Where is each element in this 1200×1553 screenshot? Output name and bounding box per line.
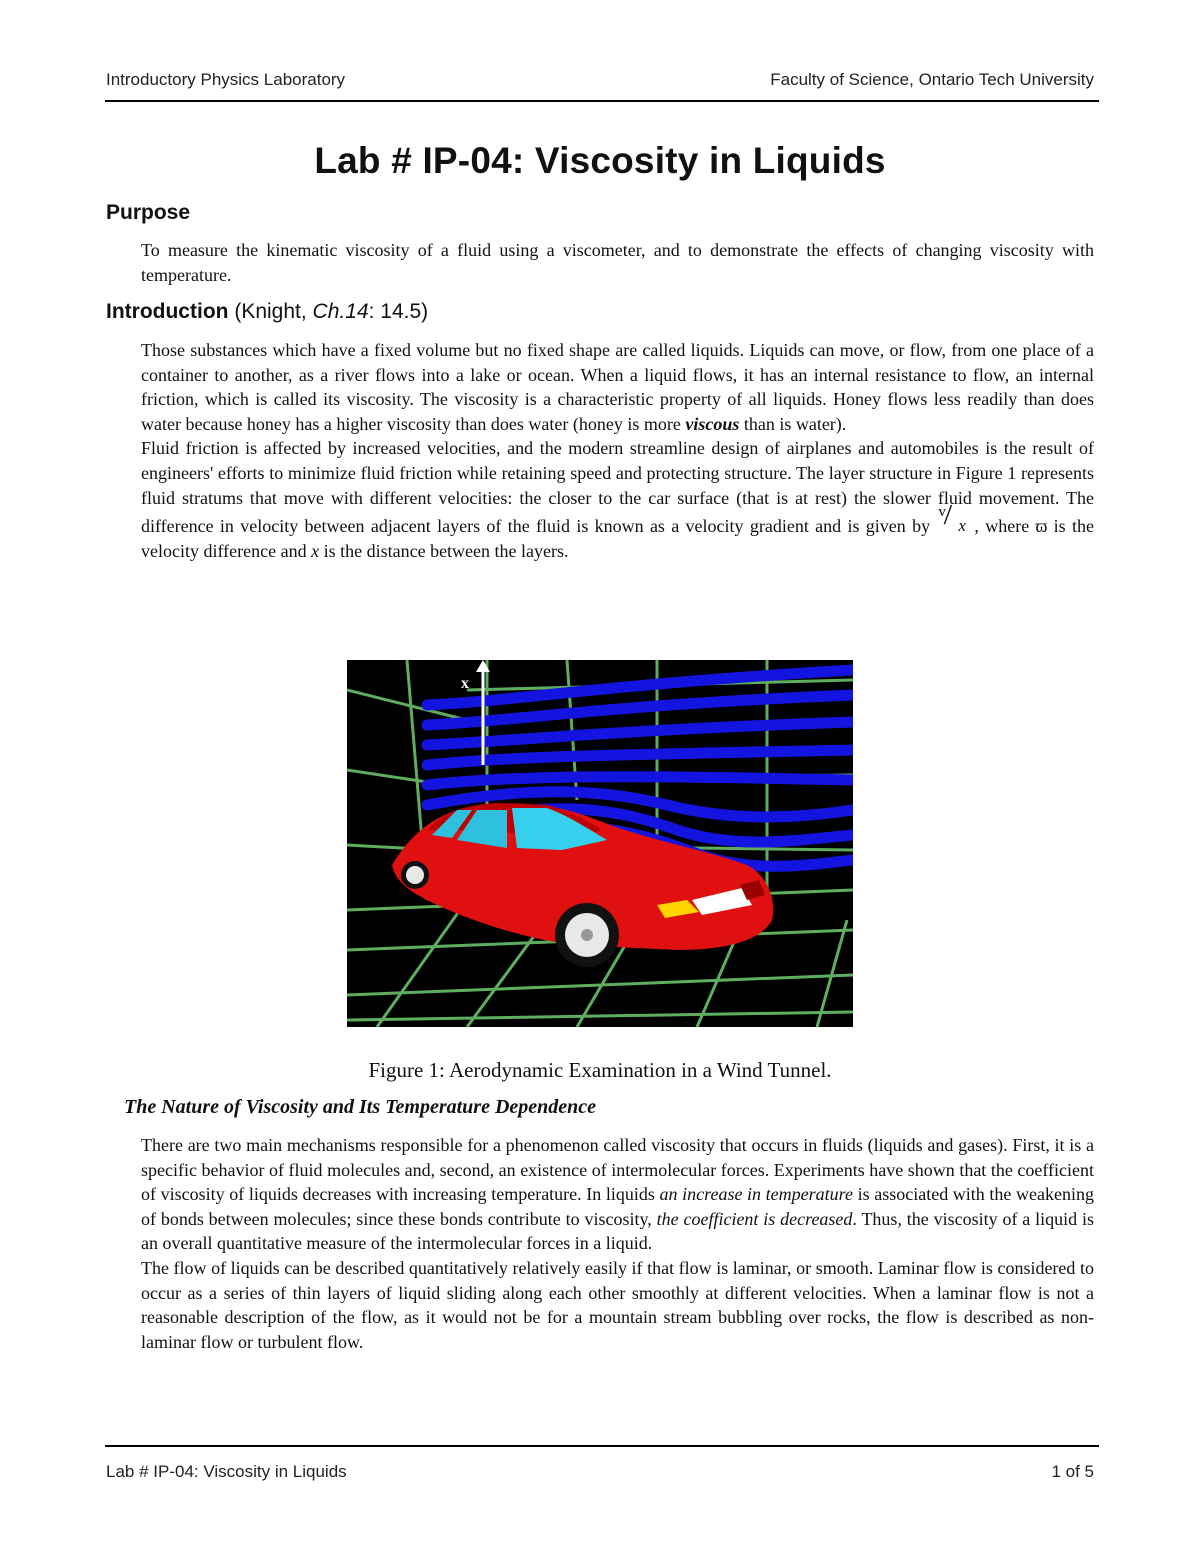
- ref-chapter: Ch.14: [312, 300, 369, 323]
- footer-divider: [105, 1445, 1099, 1447]
- intro-p2-c: is the velocity difference and: [141, 516, 1094, 561]
- distance-variable: x: [311, 540, 320, 561]
- intro-paragraph-1: [141, 338, 1094, 436]
- intro-p2-b: , where: [974, 516, 1036, 537]
- header-divider: [105, 100, 1099, 102]
- nature-text: [141, 1133, 1094, 1354]
- purpose-text: [141, 238, 1094, 287]
- page-header: [106, 70, 1094, 92]
- fraction-denominator: x: [958, 516, 966, 536]
- purpose-paragraph: To measure the kinematic viscosity of a fluid using a viscometer, and to demonstrate the effects of changing viscosity with temperature.: [141, 240, 1094, 285]
- introduction-heading-label: Introduction: [106, 300, 229, 323]
- introduction-text: [141, 338, 1094, 563]
- nature-paragraph-1: [141, 1133, 1094, 1256]
- purpose-heading: Purpose: [106, 201, 191, 224]
- nature-p1-emphasis-1: an increase in temperature: [659, 1184, 853, 1205]
- intro-p1-emphasis: viscous: [685, 413, 740, 434]
- velocity-difference-symbol: ϖ: [1035, 516, 1048, 537]
- axis-label: x: [461, 675, 469, 692]
- nature-p1-a: There are two main mechanisms responsible for a phenomenon called viscosity that occurs in fluids (liquids and gases). First, it is a specific behavior of fluid molecules and, second, an existence of intermolecular forces. Experiments have shown that the coefficient of viscosity of liquids decreases with increasing temperature. In liquids: [141, 1135, 1094, 1205]
- footer-left: Lab # IP-04: Viscosity in Liquids: [106, 1462, 347, 1481]
- header-left: Introductory Physics Laboratory: [106, 70, 346, 89]
- header-right: Faculty of Science, Ontario Tech University: [770, 70, 1094, 89]
- page-number: 1 of 5: [1051, 1462, 1094, 1481]
- page-title: Lab # IP-04: Viscosity in Liquids: [314, 140, 886, 181]
- nature-p1-b: is associated with the weakening of bonds between molecules; since these bonds contribute to viscosity,: [141, 1184, 1094, 1229]
- intro-p1-a: Those substances which have a fixed volume but no fixed shape are called liquids. Liquids can move, or flow, from one place of a container to another, as a river flows into a lake or ocean. When a liquid flows, it has an internal resistance to flow, an internal friction, which is called its viscosity. The viscosity is a characteristic property of all liquids. Honey flows less readily than does water because honey has a higher viscosity than does water (honey is more: [141, 340, 1094, 434]
- wind-tunnel-illustration: [347, 660, 853, 1027]
- nature-p1-emphasis-2: the coefficient is decreased: [656, 1208, 853, 1229]
- nature-paragraph-2: The flow of liquids can be described quantitatively relatively easily if that flow is laminar, or smooth. Laminar flow is considered to occur as a series of thin layers of liquid sliding along each other smoothly at different velocities. When a laminar flow is not a reasonable description of the flow, as it would not be for a mountain stream bubbling over rocks, the flow is described as non-laminar flow or turbulent flow.: [141, 1257, 1094, 1352]
- nature-p1-c: . Thus, the viscosity of a liquid is an overall quantitative measure of the intermolecular forces in a liquid.: [141, 1208, 1094, 1254]
- intro-paragraph-2: [141, 436, 1094, 563]
- ref-prefix: (Knight,: [234, 300, 313, 323]
- wind-tunnel-figure: [347, 660, 853, 1027]
- figure-caption: Figure 1: Aerodynamic Examination in a Wind Tunnel.: [368, 1058, 832, 1082]
- ref-suffix: : 14.5): [368, 300, 429, 323]
- fraction-numerator: v: [938, 504, 946, 521]
- intro-p2-a: Fluid friction is affected by increased velocities, and the modern streamline design of airplanes and automobiles is the result of engineers' efforts to minimize fluid friction while retaining speed and protecting structure. The layer structure in Figure 1 represents fluid stratums that move with different velocities: the closer to the car surface (that is at rest) the slower fluid movement. The difference in velocity between adjacent layers of the fluid is known as a velocity gradient and is given by: [141, 438, 1094, 537]
- intro-p1-b: than is water).: [739, 413, 847, 434]
- velocity-gradient-fraction: v / x: [936, 510, 974, 534]
- nature-heading: The Nature of Viscosity and Its Temperature Dependence: [124, 1096, 597, 1118]
- introduction-heading: [106, 300, 428, 324]
- page-footer: [106, 1462, 1094, 1482]
- introduction-reference: [234, 300, 428, 323]
- intro-p2-d: is the distance between the layers.: [319, 540, 569, 561]
